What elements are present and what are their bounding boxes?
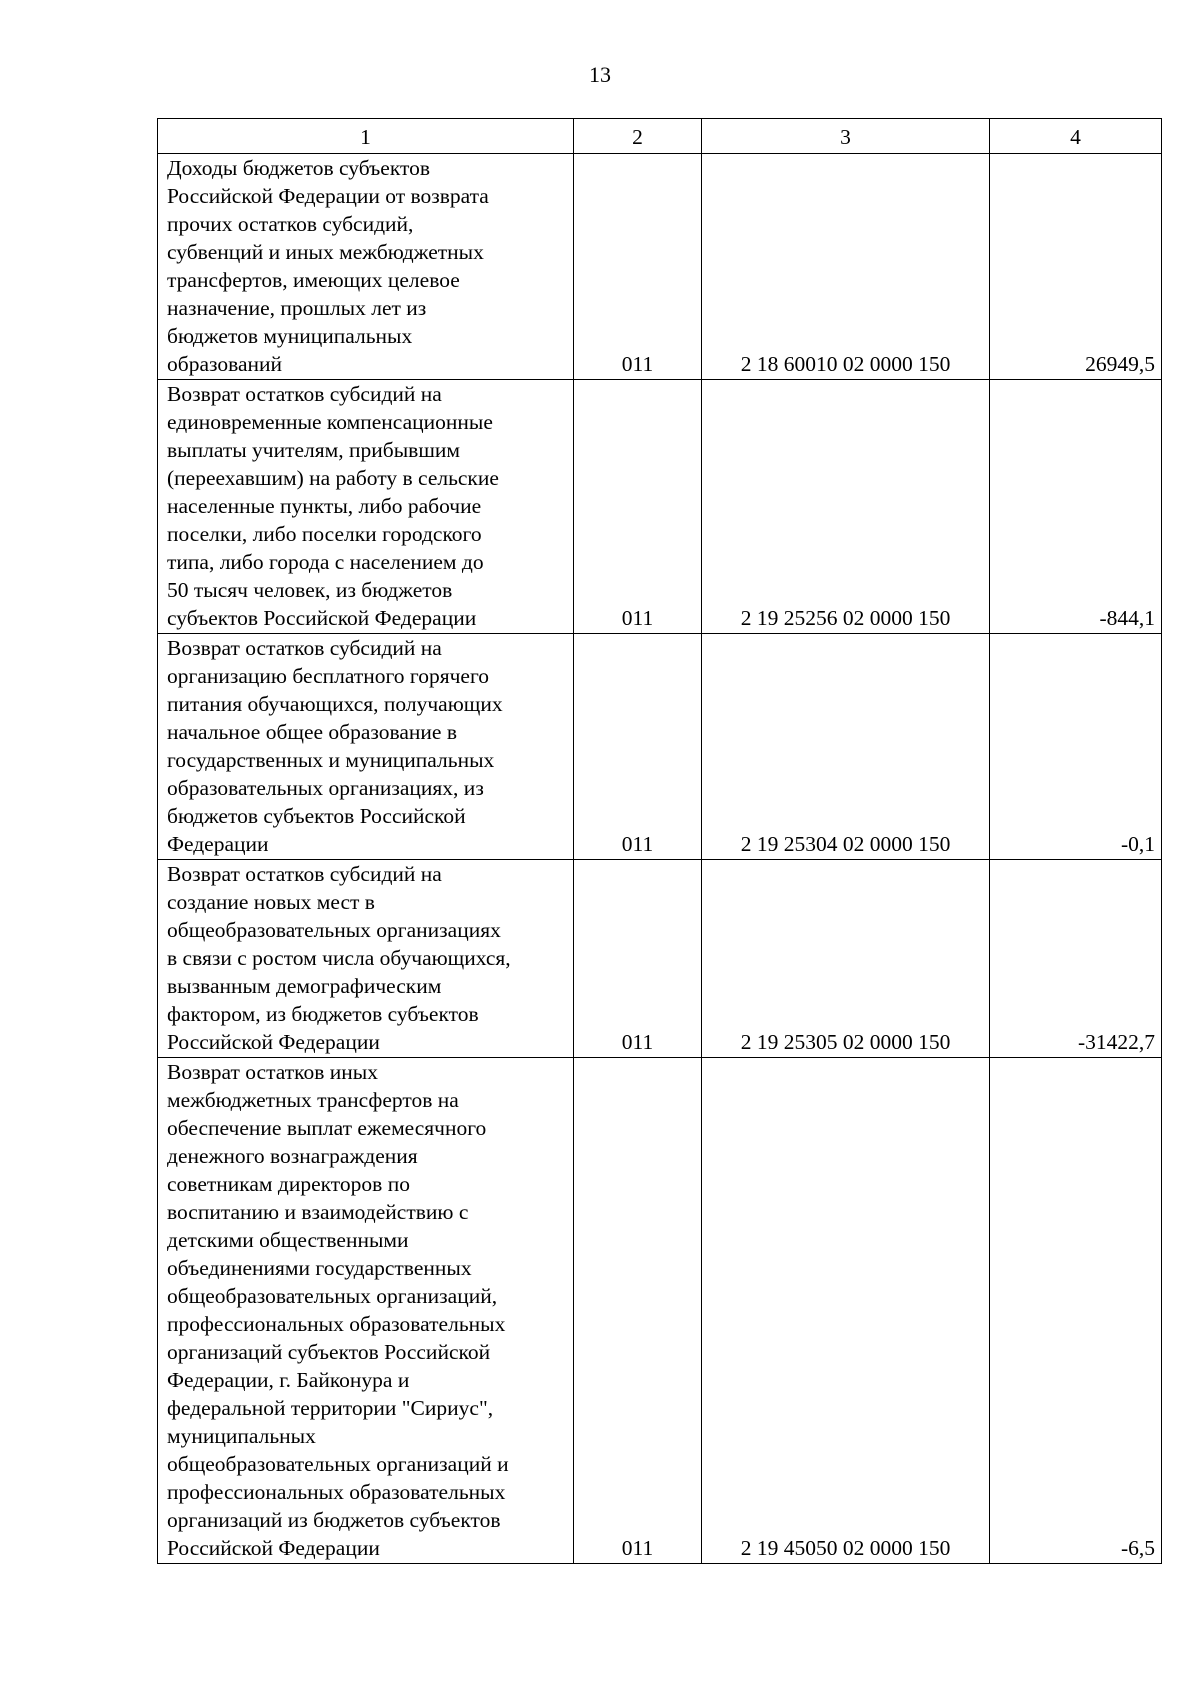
name-line: организаций из бюджетов субъектов xyxy=(167,1508,501,1532)
row-admin-code: 011 xyxy=(574,380,702,634)
name-line: Возврат остатков иных xyxy=(167,1060,378,1084)
table-row xyxy=(158,380,1162,634)
name-line: Федерации, г. Байконура и xyxy=(167,1368,410,1392)
row-amount: 26949,5 xyxy=(990,154,1162,380)
name-line: начальное общее образование в xyxy=(167,720,457,744)
row-budget-code: 2 19 25256 02 0000 150 xyxy=(702,380,990,634)
row-admin-code: 011 xyxy=(574,634,702,860)
name-line: профессиональных образовательных xyxy=(167,1312,506,1336)
name-line: денежного вознаграждения xyxy=(167,1144,418,1168)
name-line: вызванным демографическим xyxy=(167,974,442,998)
table-row xyxy=(158,154,1162,380)
column-header-4: 4 xyxy=(990,119,1162,154)
row-budget-code: 2 19 25305 02 0000 150 xyxy=(702,860,990,1058)
name-line: советникам директоров по xyxy=(167,1172,410,1196)
row-admin-code: 011 xyxy=(574,1058,702,1564)
name-line: федеральной территории "Сириус", xyxy=(167,1396,494,1420)
name-line: Российской Федерации от возврата xyxy=(167,184,489,208)
name-line: Возврат остатков субсидий на xyxy=(167,382,442,406)
row-budget-code: 2 19 25304 02 0000 150 xyxy=(702,634,990,860)
name-line: муниципальных xyxy=(167,1424,316,1448)
name-line: в связи с ростом числа обучающихся, xyxy=(167,946,511,970)
name-line: межбюджетных трансфертов на xyxy=(167,1088,459,1112)
name-line: обеспечение выплат ежемесячного xyxy=(167,1116,487,1140)
row-name xyxy=(158,634,574,860)
name-line: создание новых мест в xyxy=(167,890,375,914)
name-line: поселки, либо поселки городского xyxy=(167,522,482,546)
name-line: фактором, из бюджетов субъектов xyxy=(167,1002,479,1026)
row-budget-code: 2 18 60010 02 0000 150 xyxy=(702,154,990,380)
name-line: субъектов Российской Федерации xyxy=(167,606,477,630)
row-name xyxy=(158,380,574,634)
name-line: населенные пункты, либо рабочие xyxy=(167,494,482,518)
row-name xyxy=(158,860,574,1058)
row-admin-code: 011 xyxy=(574,860,702,1058)
name-line: Российской Федерации xyxy=(167,1030,380,1054)
name-line: объединениями государственных xyxy=(167,1256,472,1280)
column-header-2: 2 xyxy=(574,119,702,154)
name-line: субвенций и иных межбюджетных xyxy=(167,240,484,264)
name-line: выплаты учителям, прибывшим xyxy=(167,438,460,462)
table-row xyxy=(158,860,1162,1058)
column-header-3: 3 xyxy=(702,119,990,154)
header-row xyxy=(158,119,1162,154)
name-line: образований xyxy=(167,352,283,376)
name-line: общеобразовательных организаций, xyxy=(167,1284,498,1308)
table-row xyxy=(158,1058,1162,1564)
name-line: бюджетов муниципальных xyxy=(167,324,413,348)
table-row xyxy=(158,634,1162,860)
name-line: питания обучающихся, получающих xyxy=(167,692,503,716)
name-line: общеобразовательных организаций и xyxy=(167,1452,509,1476)
row-amount: -844,1 xyxy=(990,380,1162,634)
name-line: Российской Федерации xyxy=(167,1536,380,1560)
name-line: прочих остатков субсидий, xyxy=(167,212,414,236)
row-name xyxy=(158,154,574,380)
name-line: воспитанию и взаимодействию с xyxy=(167,1200,469,1224)
name-line: 50 тысяч человек, из бюджетов xyxy=(167,578,453,602)
name-line: организацию бесплатного горячего xyxy=(167,664,489,688)
row-name xyxy=(158,1058,574,1564)
budget-table xyxy=(157,118,1162,1564)
row-amount: -0,1 xyxy=(990,634,1162,860)
name-line: Возврат остатков субсидий на xyxy=(167,636,442,660)
row-amount: -6,5 xyxy=(990,1058,1162,1564)
row-budget-code: 2 19 45050 02 0000 150 xyxy=(702,1058,990,1564)
name-line: назначение, прошлых лет из xyxy=(167,296,427,320)
name-line: образовательных организациях, из xyxy=(167,776,484,800)
name-line: профессиональных образовательных xyxy=(167,1480,506,1504)
name-line: единовременные компенсационные xyxy=(167,410,493,434)
name-line: типа, либо города с населением до xyxy=(167,550,484,574)
row-amount: -31422,7 xyxy=(990,860,1162,1058)
row-admin-code: 011 xyxy=(574,154,702,380)
name-line: (переехавшим) на работу в сельские xyxy=(167,466,499,490)
name-line: бюджетов субъектов Российской xyxy=(167,804,466,828)
name-line: Доходы бюджетов субъектов xyxy=(167,156,431,180)
page-number: 13 xyxy=(589,62,611,87)
name-line: Возврат остатков субсидий на xyxy=(167,862,442,886)
name-line: детскими общественными xyxy=(167,1228,409,1252)
name-line: трансфертов, имеющих целевое xyxy=(167,268,460,292)
name-line: общеобразовательных организациях xyxy=(167,918,501,942)
name-line: Федерации xyxy=(167,832,269,856)
name-line: государственных и муниципальных xyxy=(167,748,495,772)
name-line: организаций субъектов Российской xyxy=(167,1340,491,1364)
column-header-1: 1 xyxy=(158,119,574,154)
